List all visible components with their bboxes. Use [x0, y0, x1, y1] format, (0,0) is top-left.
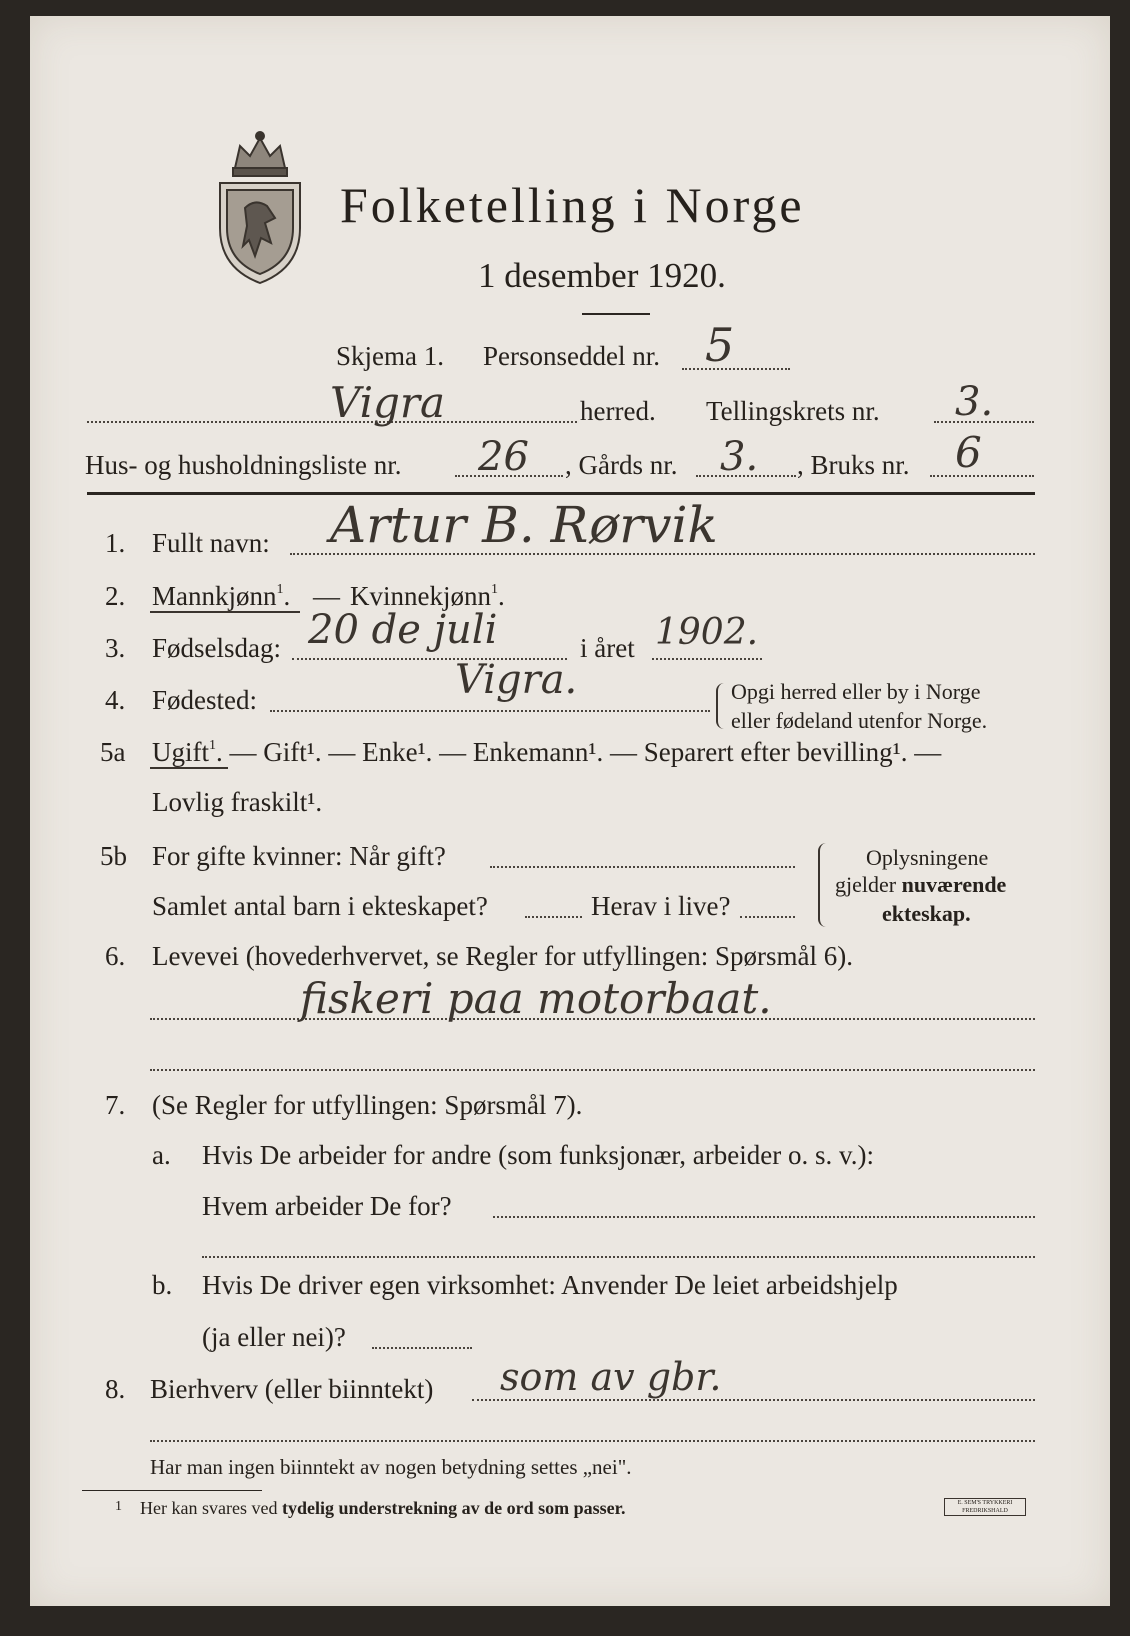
- q4-note-line1: Opgi herred eller by i Norge: [731, 679, 981, 704]
- q7a-line2: [202, 1256, 1035, 1258]
- q5b-children-label: Samlet antal barn i ekteskapet?: [152, 891, 488, 921]
- q5b-note-line1: Oplysningene: [866, 845, 989, 870]
- q2-separator: —: [313, 581, 340, 611]
- q2-number: 2.: [105, 581, 126, 611]
- header-divider: [87, 492, 1035, 495]
- q5b-note-line3: ekteskap.: [882, 901, 971, 926]
- q6-number: 6.: [105, 941, 126, 971]
- q5b-children-line: [525, 916, 582, 918]
- footnote-divider: [82, 1490, 262, 1491]
- tellingskrets-label: Tellingskrets nr.: [706, 396, 880, 426]
- q5b-alive-line: [740, 916, 795, 918]
- q5a-options[interactable]: Ugift$^1$. — Gift¹. — Enke¹. — Enkemann¹. — Separert efter bevilling¹. —: [152, 737, 942, 767]
- q7-label: (Se Regler for utfyllingen: Spørsmål 7).: [152, 1090, 583, 1120]
- personseddel-value[interactable]: 5: [705, 318, 735, 372]
- title-divider: [582, 313, 650, 315]
- hus-label: Hus- og husholdningsliste nr.: [85, 450, 402, 480]
- q8-number: 8.: [105, 1374, 126, 1404]
- q7a-line1: [493, 1216, 1035, 1218]
- full-name-value[interactable]: Artur B. Rørvik: [330, 496, 718, 554]
- q7a-text: Hvis De arbeider for andre (som funksjonær, arbeider o. s. v.):: [202, 1140, 874, 1170]
- personseddel-line: [682, 368, 790, 370]
- q5b-brace: [818, 843, 828, 927]
- footnote-number: 1: [115, 1499, 122, 1514]
- occupation-value[interactable]: fiskeri paa motorbaat.: [300, 974, 772, 1023]
- personseddel-label: Personseddel nr.: [483, 341, 660, 371]
- q4-line: [270, 710, 710, 712]
- footnote-text: Her kan svares ved tydelig understrekning av de ord som passer.: [140, 1498, 626, 1518]
- side-income-value[interactable]: som av gbr.: [500, 1355, 722, 1399]
- q1-label: Fullt navn:: [152, 528, 270, 558]
- printer-mark: E. SEM'S TRYKKERI FREDRIKSHALD: [944, 1498, 1026, 1516]
- herred-label: herred.: [580, 396, 656, 426]
- bruks-label: , Bruks nr.: [797, 450, 910, 480]
- hus-value[interactable]: 26: [478, 434, 529, 480]
- q5b-line1: For gifte kvinner: Når gift?: [152, 841, 446, 871]
- q3-year-line: [652, 658, 762, 660]
- norway-coat-of-arms-icon: [215, 128, 305, 288]
- q5b-alive-label: Herav i live?: [591, 891, 731, 921]
- q7a-question: Hvem arbeider De for?: [202, 1191, 452, 1221]
- q7a-letter: a.: [152, 1140, 171, 1170]
- kvinnekjonn-option[interactable]: Kvinnekjønn$^1$.: [350, 581, 505, 611]
- q4-brace: [716, 683, 724, 729]
- q7b-text: Hvis De driver egen virksomhet: Anvender De leiet arbeidshjelp: [202, 1270, 898, 1300]
- tellingskrets-value[interactable]: 3.: [955, 379, 994, 425]
- q7b-question: (ja eller nei)?: [202, 1322, 346, 1352]
- q4-number: 4.: [105, 685, 126, 715]
- ugift-underline: [150, 767, 228, 769]
- q3-year-label: i året: [580, 633, 635, 663]
- q5b-number: 5b: [100, 841, 127, 871]
- q3-label: Fødselsdag:: [152, 633, 282, 663]
- q8-line1: [472, 1399, 1035, 1401]
- birthday-value[interactable]: 20 de juli: [308, 607, 498, 653]
- q8-line2: [150, 1440, 1035, 1442]
- bruks-value[interactable]: 6: [955, 428, 982, 477]
- q7b-line: [372, 1347, 472, 1349]
- q3-number: 3.: [105, 633, 126, 663]
- gards-label: , Gårds nr.: [565, 450, 678, 480]
- q5b-note-line2: gjelder nuværende: [835, 872, 1007, 897]
- q7b-letter: b.: [152, 1270, 173, 1300]
- q5b-married-line: [490, 866, 795, 868]
- q6-label: Levevei (hovederhvervet, se Regler for utfyllingen: Spørsmål 6).: [152, 941, 854, 971]
- mannkjonn-option[interactable]: Mannkjønn$^1$.: [152, 581, 291, 611]
- mannkjonn-underline: [150, 611, 300, 613]
- no-income-note: Har man ingen biinntekt av nogen betydning settes „nei".: [150, 1455, 632, 1479]
- birthplace-value[interactable]: Vigra.: [455, 657, 578, 703]
- q6-line2: [150, 1069, 1035, 1071]
- q4-note-line2: eller fødeland utenfor Norge.: [731, 708, 988, 733]
- q8-label: Bierhverv (eller biinntekt): [150, 1374, 434, 1404]
- gards-value[interactable]: 3.: [720, 434, 759, 480]
- bruks-line: [930, 475, 1034, 477]
- schema-label: Skjema 1.: [336, 341, 444, 371]
- herred-value[interactable]: Vigra: [330, 378, 446, 427]
- census-date: 1 desember 1920.: [478, 256, 726, 295]
- q7-number: 7.: [105, 1090, 126, 1120]
- q5a-number: 5a: [100, 737, 126, 767]
- birth-year-value[interactable]: 1902.: [655, 612, 759, 653]
- form-title: Folketelling i Norge: [340, 177, 805, 233]
- q4-label: Fødested:: [152, 685, 257, 715]
- q1-number: 1.: [105, 528, 126, 558]
- q5a-line2[interactable]: Lovlig fraskilt¹.: [152, 787, 323, 817]
